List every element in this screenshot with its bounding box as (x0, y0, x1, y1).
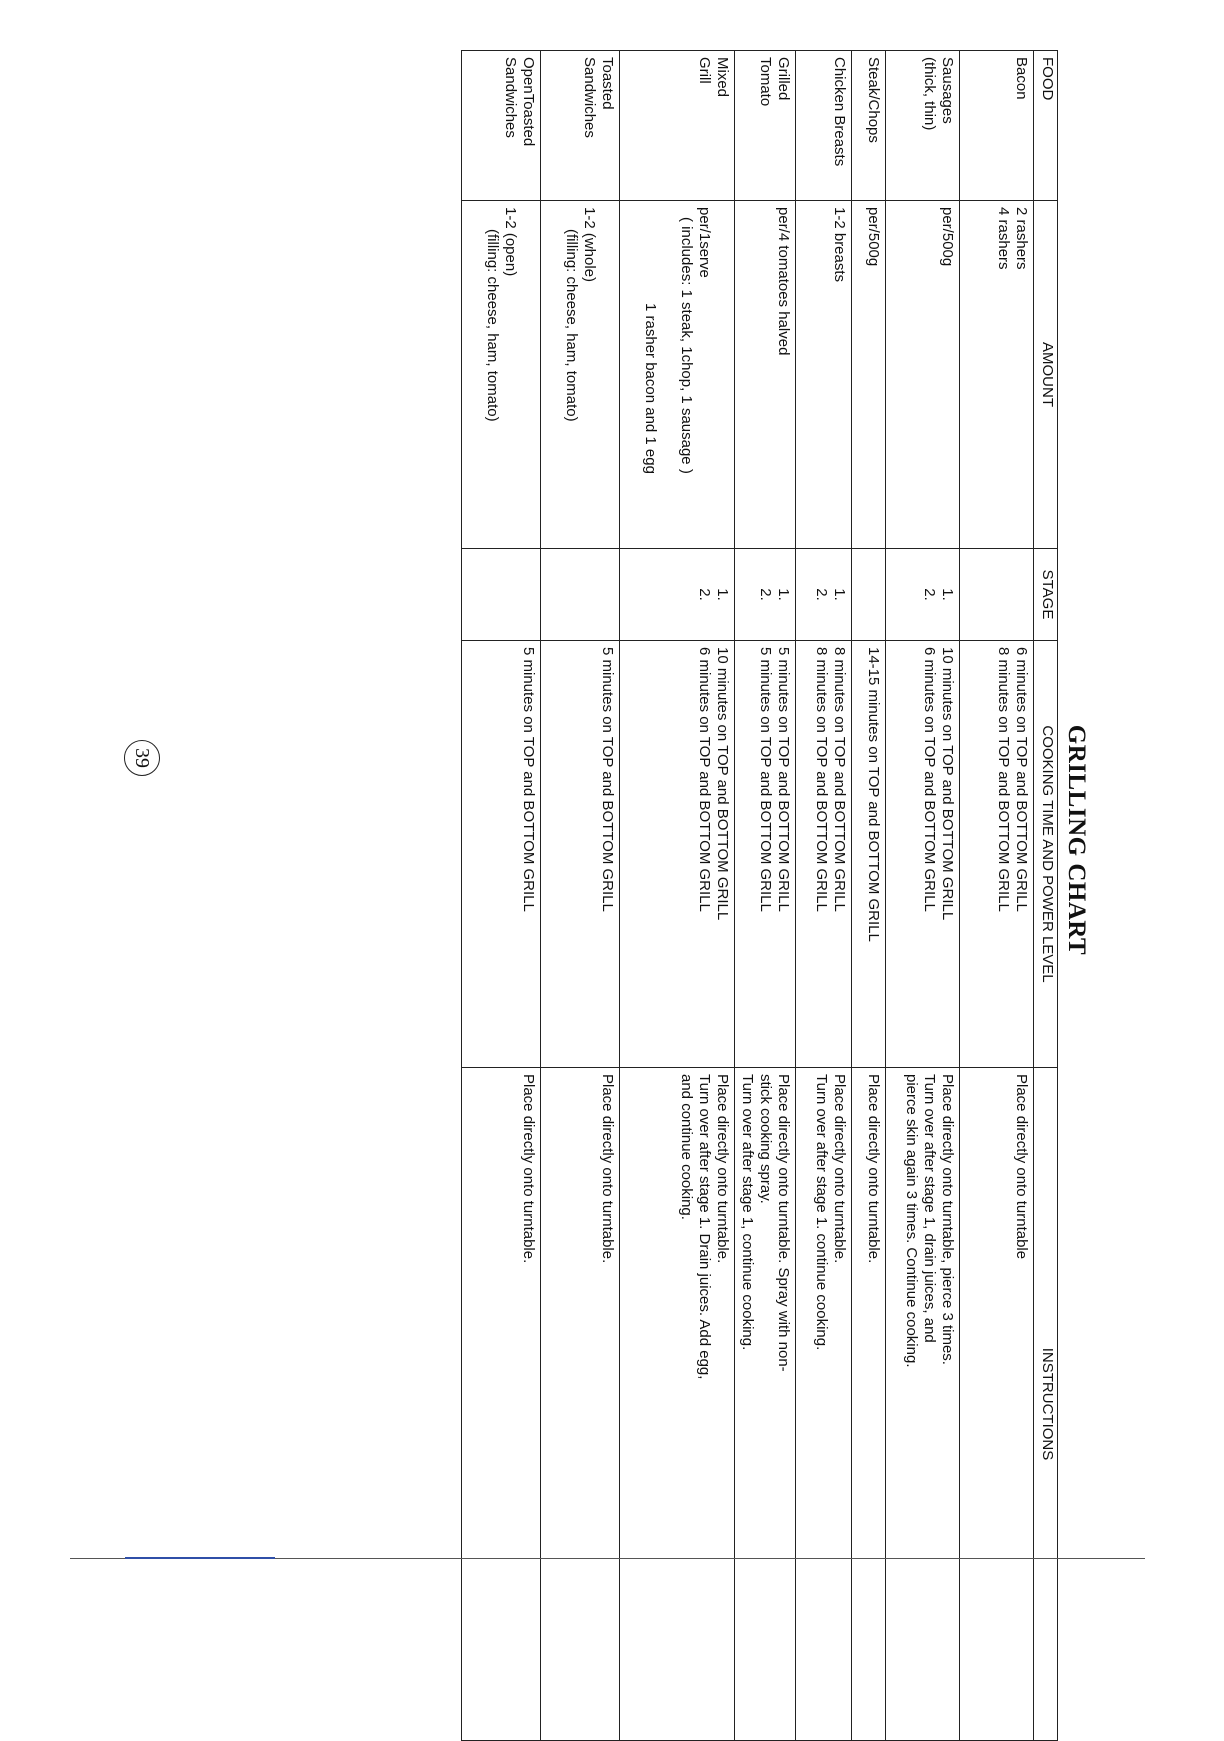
stage-cell (541, 549, 620, 641)
table-row (886, 51, 960, 1741)
food-cell: OpenToasted Sandwiches (462, 51, 541, 201)
table-header-row (1034, 51, 1058, 1741)
stage-cell: 1. 2. (620, 549, 735, 641)
food-cell: Grilled Tomato (735, 51, 796, 201)
grilling-chart-table (484, 50, 1058, 1740)
cooking-time-cell: 14-15 minutes on TOP and BOTTOM GRILL (852, 641, 886, 1068)
table-row (541, 51, 620, 1741)
food-cell: Bacon (960, 51, 1034, 201)
stage-cell: 1. 2. (796, 549, 852, 641)
stage-cell: 1. 2. (886, 549, 960, 641)
header-stage: STAGE (1034, 549, 1058, 641)
instructions-cell: Place directly onto turntable. (852, 1068, 886, 1741)
amount-cell: 2 rashers 4 rashers (960, 201, 1034, 549)
stage-cell: 1. 2. (735, 549, 796, 641)
cooking-time-cell: 5 minutes on TOP and BOTTOM GRILL 5 minutes on TOP and BOTTOM GRILL (735, 641, 796, 1068)
table-row (735, 51, 796, 1741)
table-row (620, 51, 735, 1741)
stage-cell (960, 549, 1034, 641)
instructions-cell: Place directly onto turntable. Spray with non- stick cooking spray. Turn over after stage 1, continue cooking. (735, 1068, 796, 1741)
header-cooking-time: COOKING TIME AND POWER LEVEL (1034, 641, 1058, 1068)
amount-cell (620, 201, 735, 549)
instructions-cell: Place directly onto turntable. Turn over after stage 1. continue cooking. (796, 1068, 852, 1741)
amount-cell: per/4 tomatoes halved (735, 201, 796, 549)
stage-cell (852, 549, 886, 641)
instructions-cell: Place directly onto turntable. (541, 1068, 620, 1741)
cooking-time-cell: 10 minutes on TOP and BOTTOM GRILL 6 minutes on TOP and BOTTOM GRILL (620, 641, 735, 1068)
header-instructions: INSTRUCTIONS (1034, 1068, 1058, 1741)
food-cell: Chicken Breasts (796, 51, 852, 201)
amount-main: 1-2 (whole) (581, 207, 598, 283)
cooking-time-cell: 5 minutes on TOP and BOTTOM GRILL (541, 641, 620, 1068)
footer-accent-rule (125, 1557, 275, 1559)
food-cell: Sausages (thick, thin) (886, 51, 960, 201)
cooking-time-cell: 5 minutes on TOP and BOTTOM GRILL (462, 641, 541, 1068)
amount-includes-line2: 1 rasher bacon and 1 egg (642, 303, 659, 474)
food-cell: Toasted Sandwiches (541, 51, 620, 201)
food-cell: Steak/Chops (852, 51, 886, 201)
cooking-time-cell: 8 minutes on TOP and BOTTOM GRILL 8 minutes on TOP and BOTTOM GRILL (796, 641, 852, 1068)
cooking-time-cell: 6 minutes on TOP and BOTTOM GRILL 8 minutes on TOP and BOTTOM GRILL (960, 641, 1034, 1068)
instructions-cell: Place directly onto turntable (960, 1068, 1034, 1741)
stage-cell (462, 549, 541, 641)
header-amount: AMOUNT (1034, 201, 1058, 549)
table-row (462, 51, 541, 1741)
page-title: GRILLING CHART (1063, 724, 1090, 956)
amount-cell (541, 201, 620, 549)
amount-filling: (filling: cheese, ham, tomato) (563, 229, 580, 422)
amount-includes: ( includes: 1 steak, 1chop, 1 sausage ) (678, 217, 695, 474)
instructions-cell: Place directly onto turntable. (462, 1068, 541, 1741)
table-row (960, 51, 1034, 1741)
amount-filling: (filling: cheese, ham, tomato) (484, 229, 501, 422)
instructions-cell: Place directly onto turntable, pierce 3 times. Turn over after stage 1, drain juices, and pierce skin again 3 times. Continue cooking. (886, 1068, 960, 1741)
table-row (852, 51, 886, 1741)
cooking-time-cell: 10 minutes on TOP and BOTTOM GRILL 6 minutes on TOP and BOTTOM GRILL (886, 641, 960, 1068)
instructions-cell: Place directly onto turntable. Turn over after stage 1. Drain juices. Add egg, and continue cooking. (620, 1068, 735, 1741)
page-number-badge: 39 (124, 740, 160, 776)
table-row (796, 51, 852, 1741)
amount-cell: per/500g (886, 201, 960, 549)
amount-main: per/1serve (696, 207, 713, 278)
amount-cell: 1-2 breasts (796, 201, 852, 549)
food-cell: Mixed Grill (620, 51, 735, 201)
rotated-page-content (90, 40, 1090, 1740)
amount-main: 1-2 (open) (502, 207, 519, 277)
amount-cell (462, 201, 541, 549)
amount-cell: per/500g (852, 201, 886, 549)
header-food: FOOD (1034, 51, 1058, 201)
